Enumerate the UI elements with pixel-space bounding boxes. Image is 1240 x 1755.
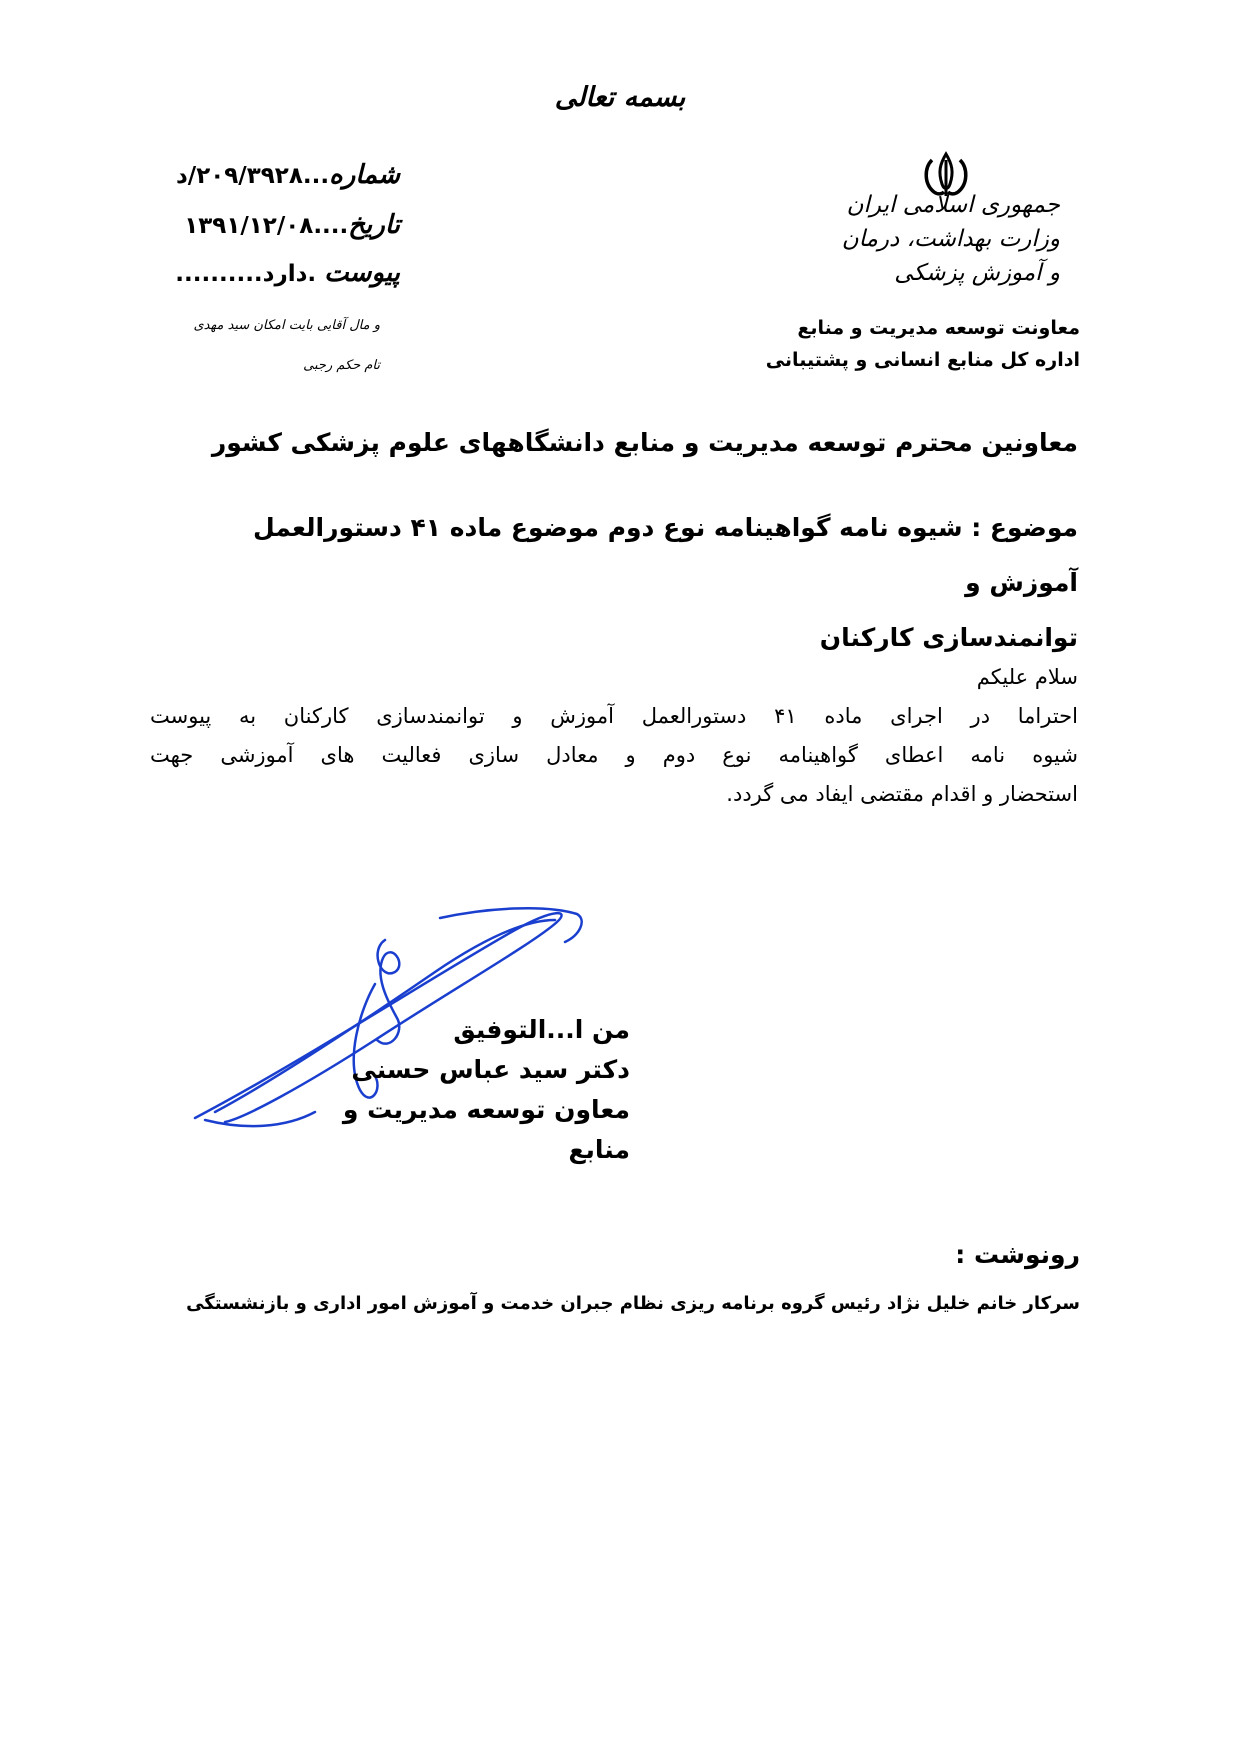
closing: من ا...التوفیق (453, 1015, 630, 1044)
cc-label: رونوشت : (955, 1240, 1080, 1269)
department-block (700, 312, 1080, 376)
signer-name: دکتر سید عباس حسنی (351, 1055, 630, 1084)
attachment-value: دارد (262, 261, 308, 287)
body-line-3: استحضار و اقدام مقتضی ایفاد می گردد. (726, 782, 1078, 806)
date-value: ۱۳۹۱/۱۲/۰۸ (184, 213, 314, 239)
number-label: شماره (329, 160, 400, 190)
department-line-2: اداره کل منابع انسانی و پشتیبانی (765, 349, 1080, 371)
greeting: سلام علیکم (976, 665, 1078, 689)
signature-block (300, 1010, 630, 1170)
basmala-heading: بسمه تعالی (554, 82, 686, 113)
date-label: تاریخ (348, 210, 400, 240)
ministry-line-2: وزارت بهداشت، درمان و آموزش پزشکی (841, 226, 1060, 286)
subject-line-1: موضوع : شیوه نامه گواهینامه نوع دوم موضوع ماده ۴۱ دستورالعمل آموزش و (252, 513, 1078, 597)
body-line-2: شیوه نامه اعطای گواهینامه نوع دوم و معادل سازی فعالیت های آموزشی جهت (150, 743, 1078, 767)
signer-title: معاون توسعه مدیریت و منابع (342, 1095, 630, 1164)
attachment-label: پیوست (324, 258, 400, 288)
addressee: معاونین محترم توسعه مدیریت و منابع دانشگاههای علوم پزشکی کشور (211, 428, 1078, 457)
handwritten-note: و مال آقایی بایت امکان سید مهدی (193, 318, 380, 333)
letter-number: شماره...۲۰۹/۳۹۲۸/د (175, 160, 400, 190)
cc-recipient: سرکار خانم خلیل نژاد رئیس گروه برنامه ریزی نظام جبران خدمت و آموزش امور اداری و بازنشستگی (186, 1293, 1080, 1314)
letter-attachment: پیوست .دارد.......... (175, 258, 400, 288)
number-value: ۲۰۹/۳۹۲۸/د (175, 163, 303, 189)
subject (160, 500, 1078, 665)
letter-body (150, 658, 1078, 814)
subject-line-2: توانمندسازی کارکنان (819, 623, 1078, 652)
letter-date: تاریخ....۱۳۹۱/۱۲/۰۸ (184, 210, 400, 240)
ministry-name (830, 188, 1060, 290)
handwritten-note: تام حکم رجبی (303, 358, 380, 373)
department-line-1: معاونت توسعه مدیریت و منابع (797, 317, 1080, 339)
body-line-1: احتراما در اجرای ماده ۴۱ دستورالعمل آموزش و توانمندسازی کارکنان به پیوست (150, 704, 1078, 728)
ministry-line-1: جمهوری اسلامی ایران (846, 192, 1060, 218)
